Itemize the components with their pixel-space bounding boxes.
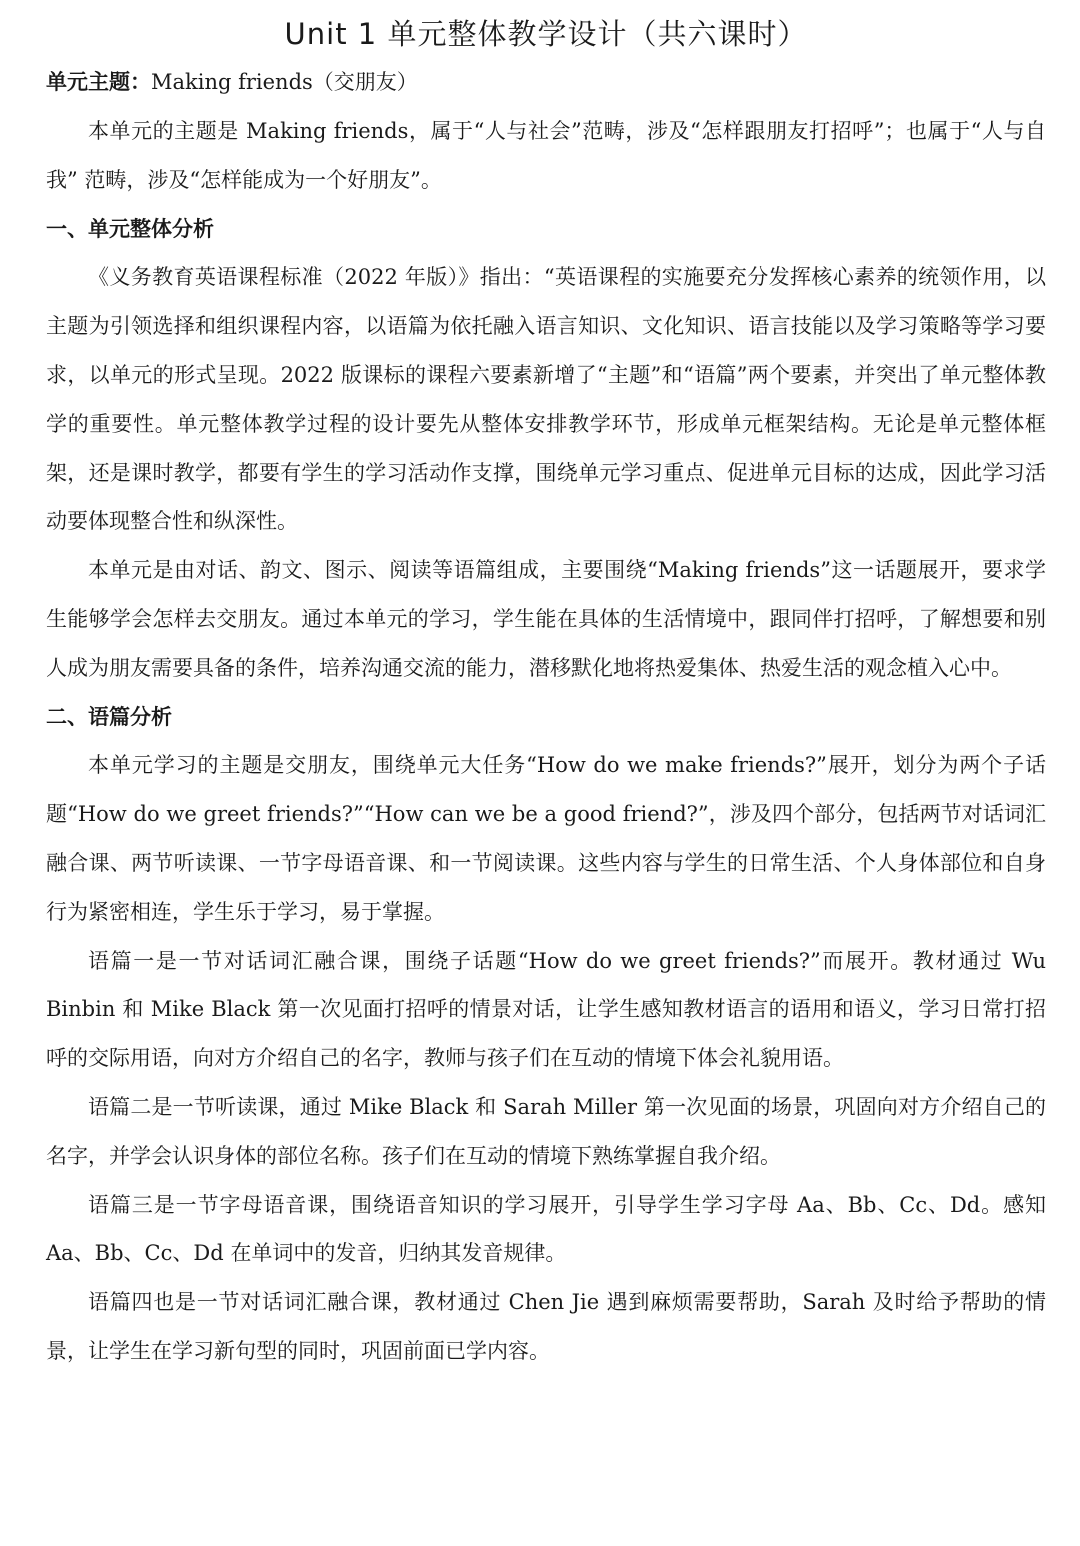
unit-theme-label: 单元主题： (46, 70, 151, 94)
document-title: Unit 1 单元整体教学设计（共六课时） (284, 17, 808, 51)
text-analysis-paragraph-3: 语篇二是一节听读课，通过 Mike Black 和 Sarah Miller 第一次见面的场景，巩固向对方介绍自己的名字，并学会认识身体的部位名称。孩子们在互动的情境下熟练掌握自我介绍。 (46, 1094, 1046, 1168)
unit-analysis-paragraph-2: 本单元是由对话、韵文、图示、阅读等语篇组成，主要围绕“Making friends”这一话题展开，要求学生能够学会怎样去交朋友。通过本单元的学习，学生能在具体的生活情境中，跟同伴打招呼，了解想要和别人成为朋友需要具备的条件，培养沟通交流的能力，潜移默化地将热爱集体、热爱生活的观念植入心中。 (46, 558, 1046, 680)
text-analysis-paragraph-5: 语篇四也是一节对话词汇融合课，教材通过 Chen Jie 遇到麻烦需要帮助，Sarah 及时给予帮助的情景，让学生在学习新句型的同时，巩固前面已学内容。 (46, 1290, 1046, 1363)
unit-theme-value: Making friends（交朋友） (151, 70, 418, 94)
unit-theme-line (46, 58, 1046, 107)
section-heading-unit-analysis: 一、单元整体分析 (46, 216, 214, 241)
unit-analysis-paragraph-1: 《义务教育英语课程标准（2022 年版）》指出：“英语课程的实施要充分发挥核心素养的统领作用，以主题为引领选择和组织课程内容，以语篇为依托融入语言知识、文化知识、语言技能以及学习策略等学习要求，以单元的形式呈现。2022 版课标的课程六要素新增了“主题”和“语篇”两个要素，并突出了单元整体教学的重要性。单元整体教学过程的设计要先从整体安排教学环节，形成单元框架结构。无论是单元整体框架，还是课时教学，都要有学生的学习活动作支撑，围绕单元学习重点、促进单元目标的达成，因此学习活动要体现整合性和纵深性。 (46, 265, 1046, 534)
intro-paragraph: 本单元的主题是 Making friends，属于“人与社会”范畴，涉及“怎样跟朋友打招呼”；也属于“人与自我” 范畴，涉及“怎样能成为一个好朋友”。 (46, 119, 1046, 192)
text-analysis-paragraph-4: 语篇三是一节字母语音课，围绕语音知识的学习展开，引导学生学习字母 Aa、Bb、Cc、Dd。感知 Aa、Bb、Cc、Dd 在单词中的发音，归纳其发音规律。 (46, 1192, 1046, 1266)
section-heading-text-analysis: 二、语篇分析 (46, 704, 172, 729)
text-analysis-paragraph-2: 语篇一是一节对话词汇融合课，围绕子话题“How do we greet friends?”而展开。教材通过 Wu Binbin 和 Mike Black 第一次见面打招呼的情景对话，让学生感知教材语言的语用和语义，学习日常打招呼的交际用语，向对方介绍自己的名字，教师与孩子们在互动的情境下体会礼貌用语。 (46, 948, 1046, 1071)
text-analysis-paragraph-1: 本单元学习的主题是交朋友，围绕单元大任务“How do we make friends?”展开，划分为两个子话题“How do we greet friends?”“How can we be a good friend?”，涉及四个部分，包括两节对话词汇融合课、两节听读课、一节字母语音课、和一节阅读课。这些内容与学生的日常生活、个人身体部位和自身行为紧密相连，学生乐于学习，易于掌握。 (46, 753, 1046, 924)
